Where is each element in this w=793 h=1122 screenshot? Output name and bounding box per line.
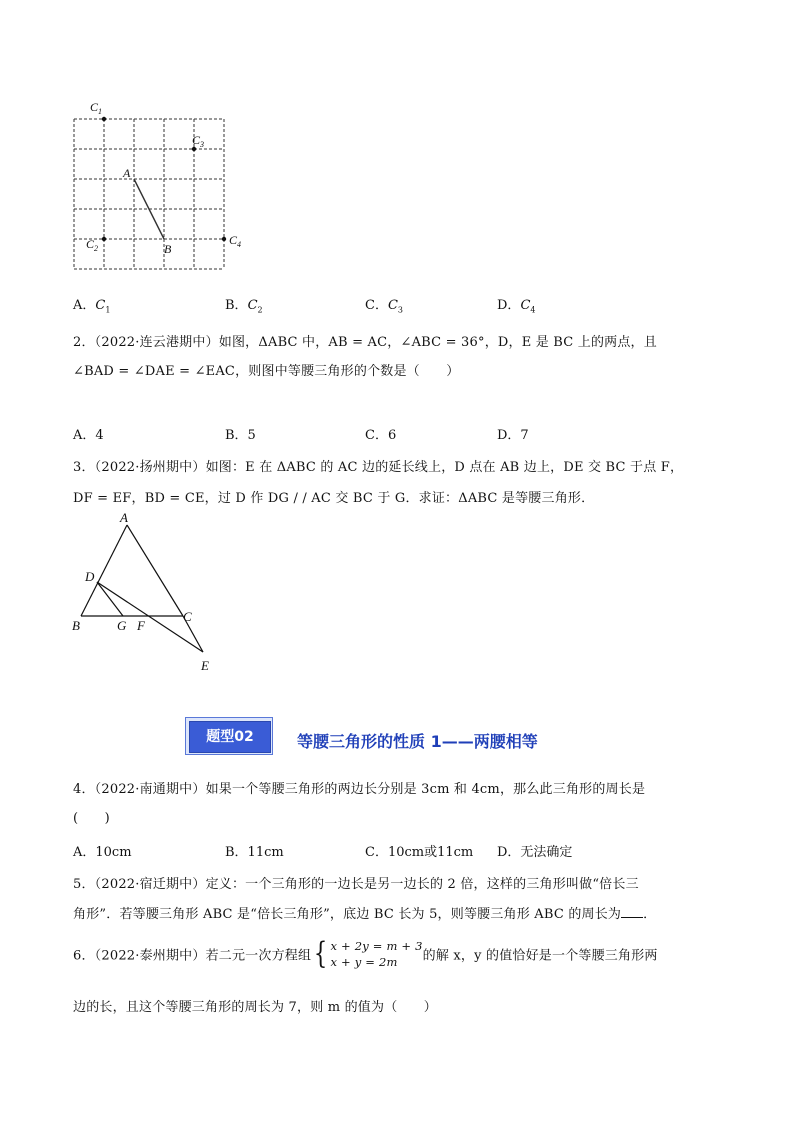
q1-option-b[interactable]: B．$C_2$: [225, 298, 263, 315]
section-title: 等腰三角形的性质 1——两腰相等: [297, 732, 538, 751]
tri-label-g: G: [117, 618, 127, 633]
q1-option-d[interactable]: D．$C_4$: [497, 298, 536, 315]
q2-line-1: 2．（2022·连云港期中）如图，ΔABC 中，AB = AC，∠ABC = 36°，D，E 是 BC 上的两点，且: [73, 335, 657, 350]
tri-label-c: C: [183, 609, 192, 624]
q2-option-b[interactable]: B．5: [225, 428, 256, 443]
section-badge-label: 题型02: [189, 721, 271, 753]
q3-line-1: 3．（2022·扬州期中）如图：E 在 ΔABC 的 AC 边的延长线上，D 点在 AB 边上，DE 交 BC 于点 F，: [73, 460, 684, 475]
section-badge: [185, 717, 275, 757]
q2-option-c[interactable]: C．6: [365, 428, 397, 443]
equation-system: [330, 938, 422, 970]
answer-blank[interactable]: [621, 905, 643, 918]
tri-label-e: E: [201, 658, 209, 673]
q1-option-c[interactable]: C．$C_3$: [365, 298, 403, 315]
tri-label-d: D: [85, 569, 95, 584]
q4-option-a[interactable]: A．10cm: [73, 845, 132, 860]
q5-line-2: [73, 903, 656, 922]
label-c4: $C_4$: [229, 233, 242, 249]
q1-option-a[interactable]: A．$C_1$: [73, 298, 111, 315]
q6-line-1-start: 6．（2022·泰州期中）若二元一次方程组: [73, 948, 312, 964]
label-c2: $C_2$: [86, 237, 99, 253]
q2-option-a[interactable]: A．4: [73, 428, 104, 443]
q6-line-1: [73, 938, 658, 970]
label-c1: $C_1$: [90, 100, 103, 116]
q4-option-b[interactable]: B．11cm: [225, 845, 284, 860]
q4-option-d[interactable]: D．无法确定: [497, 845, 573, 860]
equation-1: x + 2y = m + 3: [330, 939, 423, 953]
q2-option-d[interactable]: D．7: [497, 428, 529, 443]
label-b: B: [164, 242, 172, 256]
grid-figure: [60, 95, 260, 280]
label-a: A: [123, 166, 131, 180]
system-brace: {: [314, 936, 328, 971]
q2-line-2: ∠BAD = ∠DAE = ∠EAC，则图中等腰三角形的个数是（ ）: [73, 364, 460, 379]
q4-option-c[interactable]: C．10cm或11cm: [365, 845, 474, 860]
triangle-figure: [65, 510, 225, 680]
q3-line-2: DF = EF，BD = CE，过 D 作 DG / / AC 交 BC 于 G．求证：ΔABC 是等腰三角形．: [73, 491, 595, 506]
q5-line-2-text: 角形”．若等腰三角形 ABC 是“倍长三角形”，底边 BC 长为 5，则等腰三角形 ABC 的周长为: [73, 907, 622, 922]
q5-line-1: 5．（2022·宿迁期中）定义：一个三角形的一边长是另一边长的 2 倍，这样的三角形叫做“倍长三: [73, 877, 639, 892]
q6-line-2: 边的长，且这个等腰三角形的周长为 7，则 m 的值为（ ）: [73, 1000, 437, 1015]
equation-2: x + y = 2m: [330, 955, 398, 969]
tri-label-b: B: [72, 618, 80, 633]
label-c3: $C_3$: [192, 133, 205, 149]
q4-line-2: ( ): [73, 811, 110, 826]
q5-line-2-end: ．: [643, 907, 657, 922]
q6-line-1-end: 的解 x，y 的值恰好是一个等腰三角形两: [422, 948, 658, 964]
q4-line-1: 4．（2022·南通期中）如果一个等腰三角形的两边长分别是 3cm 和 4cm，那么此三角形的周长是: [73, 782, 646, 797]
tri-label-f: F: [137, 618, 145, 633]
tri-label-a: A: [120, 510, 128, 525]
